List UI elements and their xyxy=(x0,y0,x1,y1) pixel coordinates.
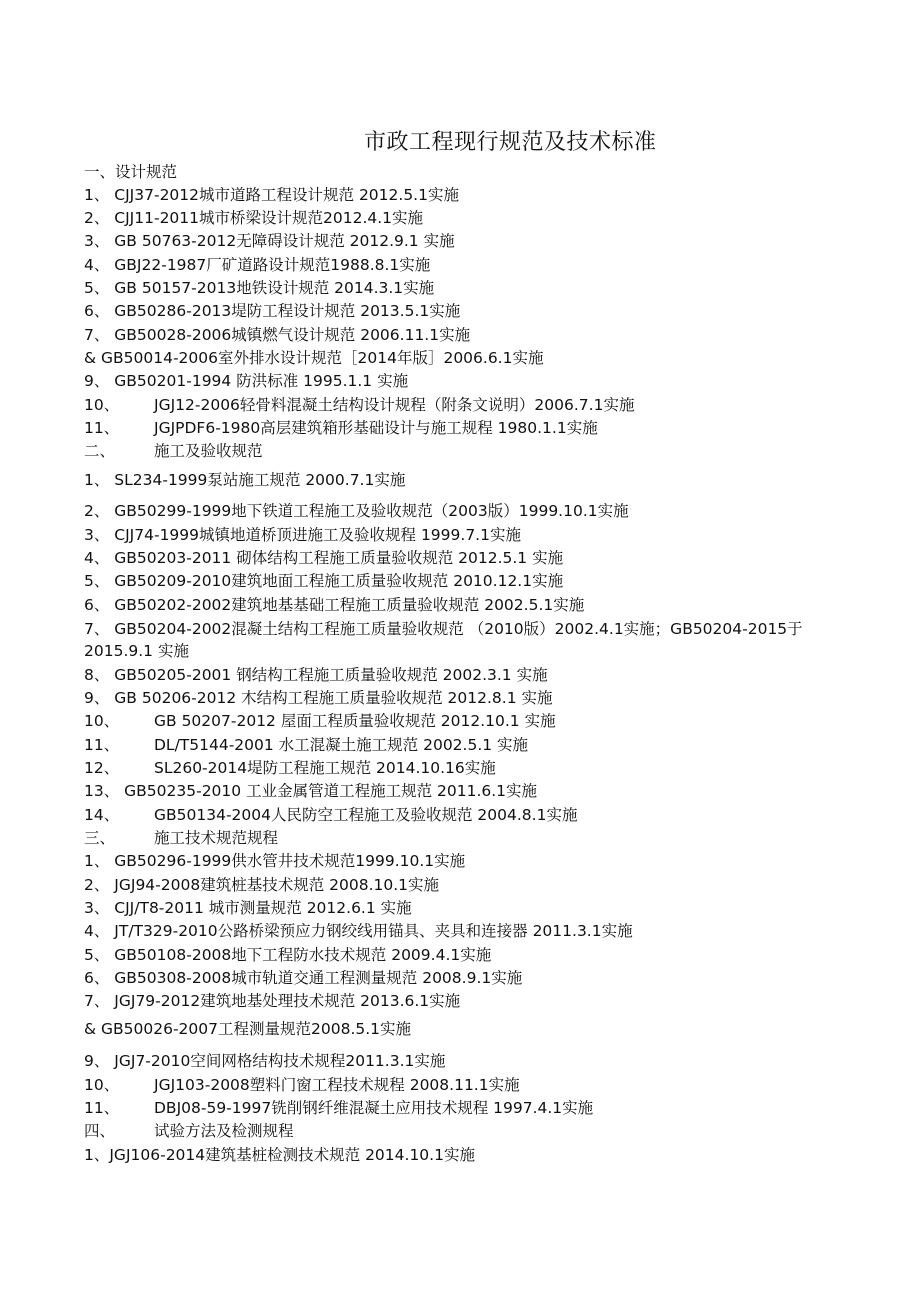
section-number: 三、 xyxy=(84,829,116,847)
list-item xyxy=(84,758,496,778)
list-item-number: 11、 xyxy=(84,419,120,437)
list-item-text: GB50134-2004人民防空工程施工及验收规范 2004.8.1实施 xyxy=(154,806,578,824)
list-item: 3、 CJJ74-1999城镇地道桥顶进施工及验收规程 1999.7.1实施 xyxy=(84,526,521,544)
list-item: 9、 GB50201-1994 防洪标准 1995.1.1 实施 xyxy=(84,372,409,390)
list-item xyxy=(84,805,577,825)
list-item: 2、 JGJ94-2008建筑桩基技术规范 2008.10.1实施 xyxy=(84,876,440,894)
list-item-number: 10、 xyxy=(84,712,120,730)
list-item: & GB50026-2007工程测量规范2008.5.1实施 xyxy=(84,1020,412,1038)
list-item: 5、 GB50108-2008地下工程防水技术规范 2009.4.1实施 xyxy=(84,946,492,964)
list-item-number: 11、 xyxy=(84,1099,120,1117)
section-heading-technical xyxy=(84,828,278,848)
section-heading-design: 一、设计规范 xyxy=(84,163,178,181)
list-item: 9、 GB 50206-2012 木结构工程施工质量验收规范 2012.8.1 实施 xyxy=(84,689,553,707)
list-item: 6、 GB50202-2002建筑地基基础工程施工质量验收规范 2002.5.1实施 xyxy=(84,596,585,614)
list-item: 2、 GB50299-1999地下铁道工程施工及验收规范（2003版）1999.10.1实施 xyxy=(84,502,629,520)
list-item-number: 12、 xyxy=(84,759,120,777)
list-item: 6、 GB50308-2008城市轨道交通工程测量规范 2008.9.1实施 xyxy=(84,969,523,987)
section-heading-testing xyxy=(84,1121,294,1141)
list-item: 4、 JT/T329-2010公路桥梁预应力钢绞线用锚具、夹具和连接器 2011.3.1实施 xyxy=(84,922,633,940)
list-item: 13、 GB50235-2010 工业金属管道工程施工规范 2011.6.1实施 xyxy=(84,782,538,800)
list-item-number: 10、 xyxy=(84,1076,120,1094)
list-item xyxy=(84,395,634,415)
list-item-text: JGJ12-2006轻骨料混凝土结构设计规程（附条文说明）2006.7.1实施 xyxy=(154,396,635,414)
section-heading-construction xyxy=(84,441,263,461)
page-title: 市政工程现行规范及技术标准 xyxy=(364,130,657,155)
list-item: 7、 GB50204-2002混凝土结构工程施工质量验收规范 （2010版）2002.4.1实施；GB50204-2015于 2015.9.1 实施 xyxy=(84,620,803,660)
list-item: 1、 GB50296-1999供水管井技术规范1999.10.1实施 xyxy=(84,852,466,870)
list-item-number: 10、 xyxy=(84,396,120,414)
list-item-text: DBJ08-59-1997铣削钢纤维混凝土应用技术规程 1997.4.1实施 xyxy=(154,1099,594,1117)
list-item: 2、 CJJ11-2011城市桥梁设计规范2012.4.1实施 xyxy=(84,209,424,227)
list-item-text: SL260-2014堤防工程施工规范 2014.10.16实施 xyxy=(154,759,496,777)
list-item: 7、 GB50028-2006城镇燃气设计规范 2006.11.1实施 xyxy=(84,326,471,344)
section-title: 施工技术规范规程 xyxy=(154,829,279,847)
list-item: 8、 GB50205-2001 钢结构工程施工质量验收规范 2002.3.1 实施 xyxy=(84,666,548,684)
list-item-number: 11、 xyxy=(84,736,120,754)
list-item xyxy=(84,711,556,731)
list-item: 1、JGJ106-2014建筑基桩检测技术规范 2014.10.1实施 xyxy=(84,1146,475,1164)
list-item: 4、 GBJ22-1987厂矿道路设计规范1988.8.1实施 xyxy=(84,256,431,274)
list-item xyxy=(84,418,598,438)
section-title: 施工及验收规范 xyxy=(154,442,263,460)
list-item: 7、 JGJ79-2012建筑地基处理技术规范 2013.6.1实施 xyxy=(84,992,461,1010)
list-item: 3、 CJJ/T8-2011 城市测量规范 2012.6.1 实施 xyxy=(84,899,412,917)
section-number: 四、 xyxy=(84,1122,116,1140)
list-item xyxy=(84,1098,593,1118)
list-item: 1、 SL234-1999泵站施工规范 2000.7.1实施 xyxy=(84,471,406,489)
list-item: 5、 GB 50157-2013地铁设计规范 2014.3.1实施 xyxy=(84,279,435,297)
list-item: 3、 GB 50763-2012无障碍设计规范 2012.9.1 实施 xyxy=(84,232,455,250)
list-item: 6、 GB50286-2013堤防工程设计规范 2013.5.1实施 xyxy=(84,302,461,320)
list-item-text: GB 50207-2012 屋面工程质量验收规范 2012.10.1 实施 xyxy=(154,712,556,730)
section-title: 试验方法及检测规程 xyxy=(154,1122,294,1140)
list-item: 9、 JGJ7-2010空间网格结构技术规程2011.3.1实施 xyxy=(84,1052,446,1070)
list-item xyxy=(84,1075,520,1095)
list-item-text: JGJPDF6-1980高层建筑箱形基础设计与施工规程 1980.1.1实施 xyxy=(154,419,598,437)
list-item: & GB50014-2006室外排水设计规范［2014年版］2006.6.1实施 xyxy=(84,349,544,367)
list-item-number: 14、 xyxy=(84,806,120,824)
list-item-text: DL/T5144-2001 水工混凝土施工规范 2002.5.1 实施 xyxy=(154,736,529,754)
list-item xyxy=(84,735,528,755)
list-item: 4、 GB50203-2011 砌体结构工程施工质量验收规范 2012.5.1 实施 xyxy=(84,549,564,567)
list-item-text: JGJ103-2008塑料门窗工程技术规程 2008.11.1实施 xyxy=(154,1076,520,1094)
list-item: 1、 CJJ37-2012城市道路工程设计规范 2012.5.1实施 xyxy=(84,186,459,204)
list-item: 5、 GB50209-2010建筑地面工程施工质量验收规范 2010.12.1实施 xyxy=(84,572,564,590)
section-number: 二、 xyxy=(84,442,116,460)
